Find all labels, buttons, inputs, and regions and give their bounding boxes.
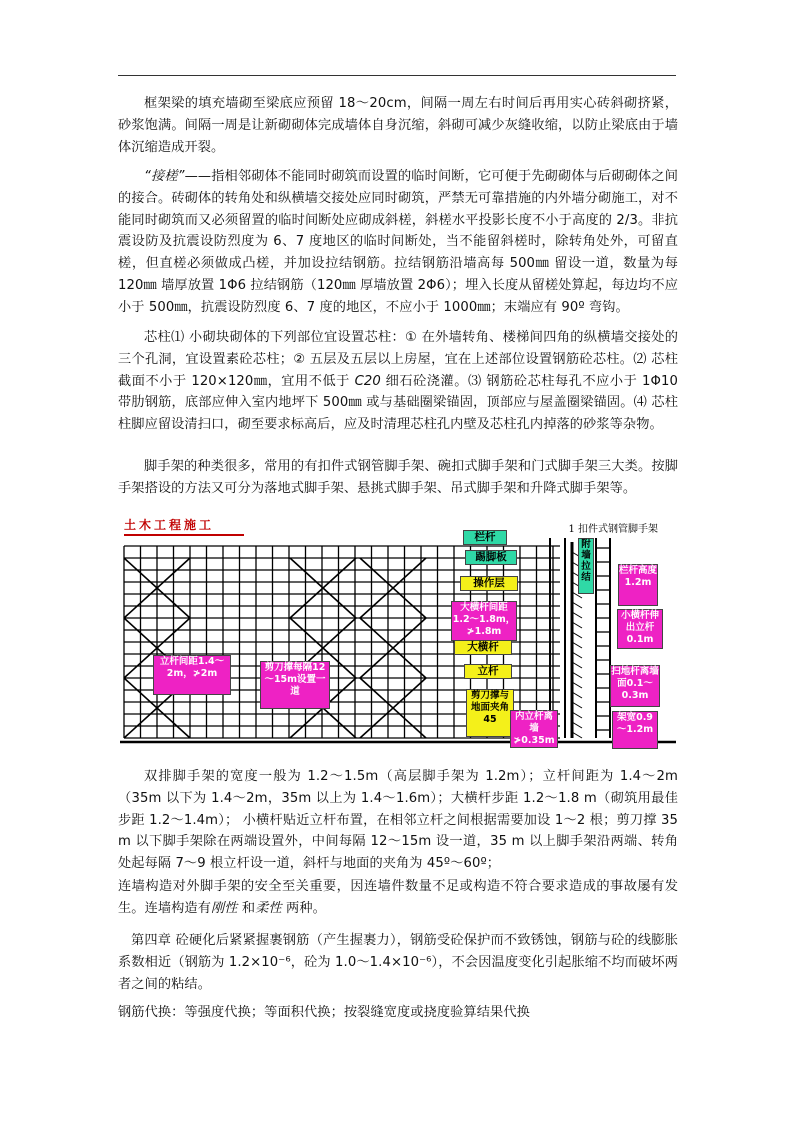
scaffold-figure [120, 512, 676, 749]
core-column-part-a: 芯柱⑴ 小砌块砌体的下列部位宜设置芯柱：① 在外墙转角、楼梯间四角的纵横墙交接处的三个孔洞，宜设置素砼芯柱；② 五层及五层以上房屋，宜在上述部位设置钢筋砼芯柱。⑵ 芯柱截面不小于 120×120㎜，宜用不低于 [118, 330, 678, 389]
wall-tie-part-b: 和 [237, 900, 256, 916]
core-column-part-b: 细石砼浇灌。⑶ 钢筋砼芯柱每孔不应小于 1Φ10 带肋钢筋，底部应伸入室内地坪下 500㎜ 或与基础圈梁锚固，顶部应与屋盖圈梁锚固。⑷ 芯柱柱脚应留设清扫口，砌至要求标高后，应及时清理芯柱孔内壁及芯柱孔内掉落的砂浆等杂物。 [118, 373, 679, 433]
paragraph-jiecha [118, 166, 678, 319]
label-work-layer: 操作层 [460, 576, 518, 591]
wall-tie-part-c: 两种。 [281, 900, 326, 916]
label-brace-angle: 剪刀撑与地面夹角45 [466, 689, 514, 737]
term-rigid: 刚性 [211, 900, 238, 916]
label-transom-extension: 小横杆伸出立杆0.1m [617, 609, 663, 649]
label-ledger: 大横杆 [454, 640, 512, 655]
paragraph-double-row: 双排脚手架的宽度一般为 1.2～1.5m（高层脚手架为 1.2m）；立杆间距为 1.4～2m（35m 以下为 1.4～2m，35m 以上为 1.4～1.6m）；大横杆步距 1.2～1.8 m（砌筑用最佳步距 1.2～1.4m）； 小横杆贴近立杆布置，在相邻立杆之间根据需要加设 1～2 根；剪刀撑 35 m 以下脚手架除在两端设置外，中间每隔 12～15m 设一道，35 m 以上脚手架沿两端、转角处起每隔 7～9 根立杆设一道，斜杆与地面的夹角为 45º～60º； [118, 769, 678, 872]
term-jiecha: “接槎” [144, 169, 185, 184]
figure-title-right: 1 扣件式钢管脚手架 [568, 524, 658, 535]
paragraph-rebar-substitution: 钢筋代换：等强度代换；等面积代换；按裂缝宽度或挠度验算结果代换 [118, 1005, 530, 1020]
jiecha-body: ——指相邻砌体不能同时砌筑而设置的临时间断，它可便于先砌砌体与后砌砌体之间的接合。砖砌体的转角处和纵横墙交接处应同时砌筑，严禁无可靠措施的内外墙分砌施工，对不能同时砌筑而又必须留置的临时间断处应砌成斜槎，斜槎水平投影长度不小于高度的 2/3。非抗震设防及抗震设防烈度为 6、7 度地区的临时间断处，当不能留斜槎时，除转角处外，可留直槎，但直槎必须做成凸槎，并加设拉结钢筋。拉结钢筋沿墙高每 500㎜ 留设一道，数量为每 120㎜ 墙厚放置 1Φ6 拉结钢筋（120㎜ 厚墙放置 2Φ6）；埋入长度从留槎处算起，每边均不应小于 500㎜，抗震设防烈度 6、7 度的地区，不应小于 1000㎜；末端应有 90º 弯钩。 [118, 169, 678, 315]
label-wall-tie: 附墙拉结 [578, 538, 594, 594]
term-flexible: 柔性 [255, 900, 282, 916]
wall-tie-part-a: 连墙构造对外脚手架的安全至关重要，因连墙件数量不足或构造不符合要求造成的事故屡有发生。连墙构造有 [118, 879, 678, 916]
label-frame-width: 架宽0.9～1.2m [612, 711, 658, 749]
label-railing: 栏杆 [463, 530, 507, 545]
label-ledger-spacing: 大横杆间距1.2～1.8m，≯1.8m [451, 601, 517, 641]
label-railing-height: 栏杆高度1.2m [618, 564, 658, 606]
paragraph-scaffold-types: 脚手架的种类很多，常用的有扣件式钢管脚手架、碗扣式脚手架和门式脚手架三大类。按脚手架搭设的方法又可分为落地式脚手架、悬挑式脚手架、吊式脚手架和升降式脚手架等。 [118, 459, 678, 496]
label-toe-board: 踢脚板 [465, 550, 517, 565]
concrete-grade: C20 [354, 373, 381, 389]
paragraph-core-column [118, 327, 678, 436]
label-inner-standard: 内立杆离墙≯0.35m [510, 710, 558, 748]
label-standard-spacing: 立杆间距1.4～2m，≯2m [153, 655, 231, 695]
label-brace-interval: 剪刀撑每隔12～15m设置一道 [260, 661, 330, 709]
paragraph-chapter-four: 第四章 砼硬化后紧紧握裹钢筋（产生握裹力），钢筋受砼保护而不致锈蚀，钢筋与砼的线膨胀系数相近（钢筋为 1.2×10⁻⁶，砼为 1.0～1.4×10⁻⁶），不会因温度变化引起胀缩不均而破坏两者之间的粘结。 [118, 933, 678, 992]
label-sweep-rod: 扫地杆离墙面0.1～0.3m [610, 665, 660, 707]
paragraph-wall-tie [118, 876, 678, 920]
label-standard: 立杆 [464, 664, 512, 679]
figure-title-left: 土木工程施工 [124, 518, 215, 532]
header-rule [118, 75, 676, 76]
paragraph-fill-wall: 框架梁的填充墙砌至梁底应预留 18～20cm，间隔一周左右时间后再用实心砖斜砌挤紧，砂浆饱满。间隔一周是让新砌砌体完成墙体自身沉缩，斜砌可减少灰缝收缩，以防止梁底由于墙体沉缩造成开裂。 [118, 96, 678, 155]
